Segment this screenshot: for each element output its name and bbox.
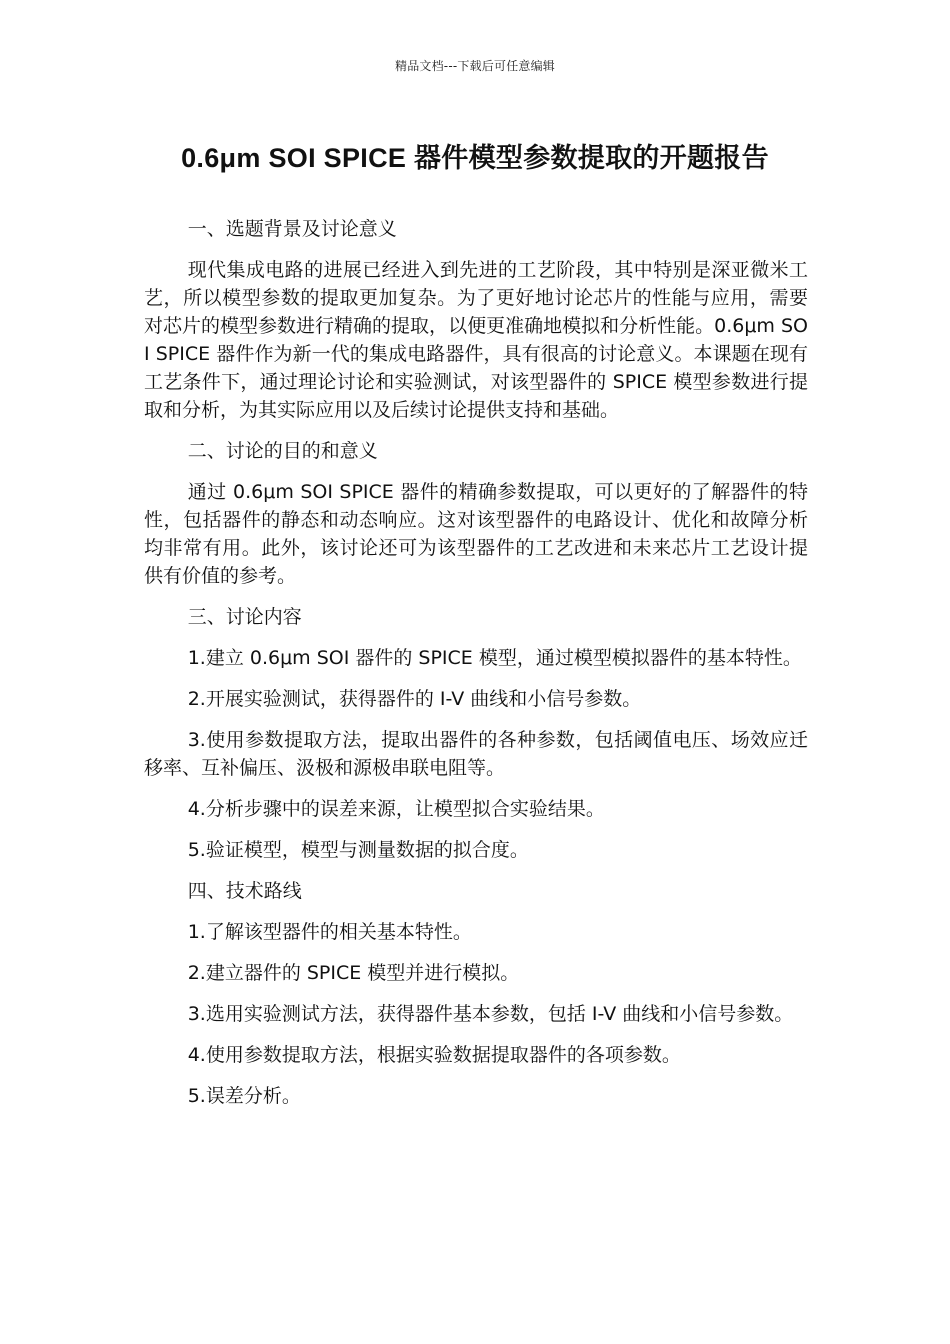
section-heading-background: 一、选题背景及讨论意义 xyxy=(187,218,397,240)
list-item: 5.误差分析。 xyxy=(187,1085,301,1107)
list-item: 3.使用参数提取方法，提取出器件的各种参数，包括阈值电压、场效应迁移率、互补偏压、汲极和源极串联电阻等。 xyxy=(144,729,808,779)
paragraph-purpose: 通过 0.6μm SOI SPICE 器件的精确参数提取，可以更好的了解器件的特性，包括器件的静态和动态响应。这对该型器件的电路设计、优化和故障分析均非常有用。此外，该讨论还可为该型器件的工艺改进和未来芯片工艺设计提供有价值的参考。 xyxy=(144,481,808,587)
header-note: 精品文档---下载后可任意编辑 xyxy=(395,59,555,73)
list-item: 2.建立器件的 SPICE 模型并进行模拟。 xyxy=(187,962,520,984)
section-heading-purpose: 二、讨论的目的和意义 xyxy=(187,440,378,462)
list-item: 1.了解该型器件的相关基本特性。 xyxy=(187,921,472,943)
section-heading-technical-route: 四、技术路线 xyxy=(187,880,302,902)
list-item: 4.使用参数提取方法，根据实验数据提取器件的各项参数。 xyxy=(187,1044,681,1066)
list-item: 3.选用实验测试方法，获得器件基本参数，包括 I-V 曲线和小信号参数。 xyxy=(187,1003,794,1025)
list-item: 4.分析步骤中的误差来源，让模型拟合实验结果。 xyxy=(187,798,605,820)
section-heading-content: 三、讨论内容 xyxy=(187,606,302,628)
list-item: 1.建立 0.6μm SOI 器件的 SPICE 模型，通过模型模拟器件的基本特性。 xyxy=(187,647,802,669)
paragraph-background: 现代集成电路的进展已经进入到先进的工艺阶段，其中特别是深亚微米工艺，所以模型参数的提取更加复杂。为了更好地讨论芯片的性能与应用，需要对芯片的模型参数进行精确的提取，以便更准确地模拟和分析性能。0.6μm SOI SPICE 器件作为新一代的集成电路器件，具有很高的讨论意义。本课题在现有工艺条件下，通过理论讨论和实验测试，对该型器件的 SPICE 模型参数进行提取和分析，为其实际应用以及后续讨论提供支持和基础。 xyxy=(144,259,808,421)
list-item: 5.验证模型，模型与测量数据的拟合度。 xyxy=(187,839,529,861)
document-title: 0.6μm SOI SPICE 器件模型参数提取的开题报告 xyxy=(181,143,769,173)
list-item: 2.开展实验测试，获得器件的 I-V 曲线和小信号参数。 xyxy=(187,688,642,710)
document-body xyxy=(144,215,808,1123)
